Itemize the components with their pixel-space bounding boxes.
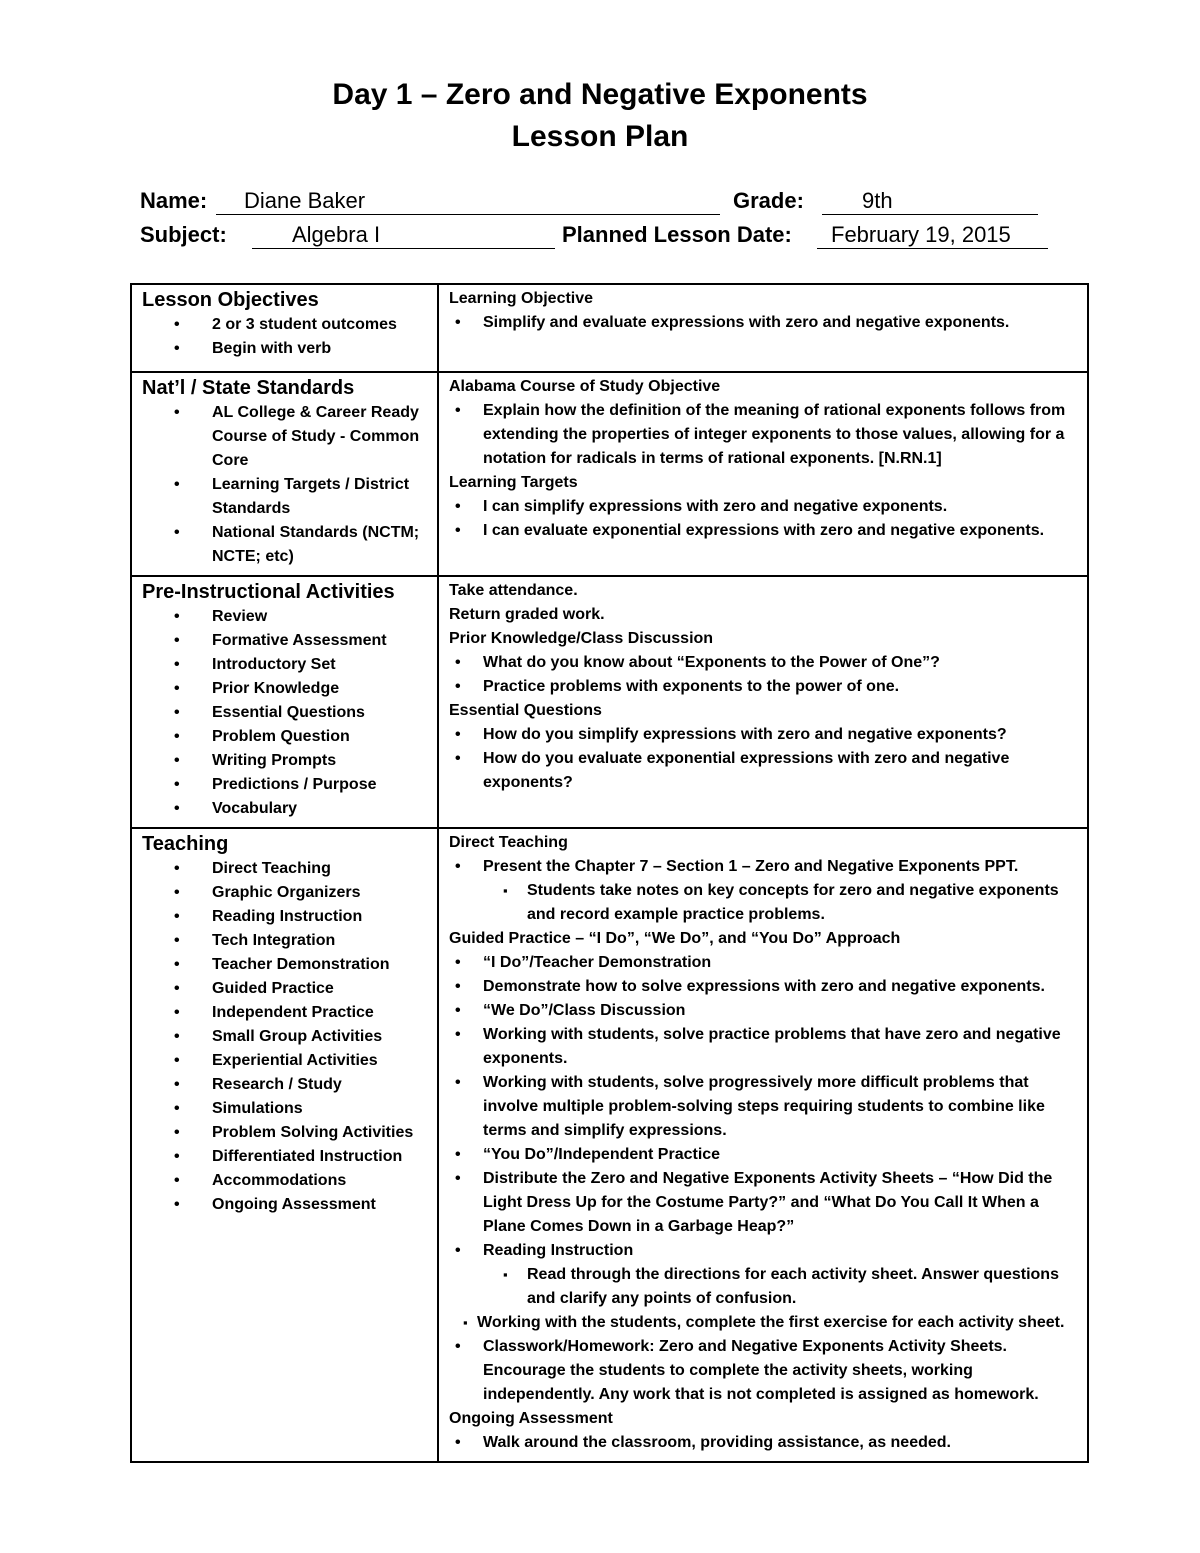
list-item: • Problem Solving Activities [142,1121,429,1145]
list-item: • AL College & Career Ready Course of Study - Common Core [142,401,429,473]
learning-objective-title: Learning Objective [449,290,594,307]
ongoing-assessment-title: Ongoing Assessment [449,1410,613,1427]
prior-knowledge-title: Prior Knowledge/Class Discussion [449,630,714,647]
date-label: Planned Lesson Date: [562,222,792,247]
lesson-title: Day 1 – Zero and Negative Exponents [332,78,868,111]
standards-content-cell [438,372,1088,576]
list-item: • Formative Assessment [142,629,429,653]
list-item: • National Standards (NCTM; NCTE; etc) [142,521,429,569]
list-item: • I can simplify expressions with zero and negative exponents. [449,495,1079,519]
list-item: • Introductory Set [142,653,429,677]
list-item: • Distribute the Zero and Negative Exponents Activity Sheets – “How Did the Light Dress Up for the Costume Party?” and “What Do You Call It When a Plane Comes Down in a Garbage Heap?” [449,1167,1079,1239]
list-item: • What do you know about “Exponents to the Power of One”? [449,651,1079,675]
preinstruction-row [131,576,1088,828]
list-item: • Present the Chapter 7 – Section 1 – Zero and Negative Exponents PPT. [449,855,1079,879]
list-item: • Explain how the definition of the meaning of rational exponents follows from extending the properties of integer exponents to those values, allowing for a notation for radicals in terms of rational exponents. [N.RN.1] [449,399,1079,471]
list-item: • Tech Integration [142,929,429,953]
list-item: • I can evaluate exponential expressions with zero and negative exponents. [449,519,1079,543]
preinstruction-label-cell [131,576,438,828]
objectives-row [131,284,1088,372]
grade-field[interactable]: 9th [822,187,1038,215]
list-item: • Experiential Activities [142,1049,429,1073]
list-item: • Working with students, solve progressively more difficult problems that involve multiple problem-solving steps requiring students to combine like terms and simplify expressions. [449,1071,1079,1143]
subject-field[interactable]: Algebra I [252,221,555,249]
list-item: • Guided Practice [142,977,429,1001]
learning-targets-title: Learning Targets [449,474,578,491]
name-label: Name: [140,188,208,213]
objectives-content-cell [438,284,1088,372]
list-item: ▪ Working with the students, complete the first exercise for each activity sheet. [449,1311,1079,1335]
list-item: • Small Group Activities [142,1025,429,1049]
list-item: • Simplify and evaluate expressions with zero and negative exponents. [449,311,1079,335]
list-item: • Ongoing Assessment [142,1193,429,1217]
teaching-content-cell [438,828,1088,1462]
preinstruction-content-cell [438,576,1088,828]
teaching-heading: Teaching [142,833,229,855]
essential-questions-title: Essential Questions [449,702,602,719]
list-item: • Essential Questions [142,701,429,725]
list-item: • Classwork/Homework: Zero and Negative Exponents Activity Sheets. Encourage the students to complete the activity sheets, working independently. Any work that is not completed is assigned as homework. [449,1335,1079,1407]
alabama-objective-title: Alabama Course of Study Objective [449,378,721,395]
guided-practice-title: Guided Practice – “I Do”, “We Do”, and “You Do” Approach [449,930,901,947]
list-item: • Predictions / Purpose [142,773,429,797]
list-item: ▪ Read through the directions for each activity sheet. Answer questions and clarify any points of confusion. [449,1263,1079,1311]
subject-label: Subject: [140,222,227,247]
list-item: • Prior Knowledge [142,677,429,701]
lesson-subtitle: Lesson Plan [511,120,689,153]
list-item: • Vocabulary [142,797,429,821]
preinstruction-heading: Pre-Instructional Activities [142,581,395,603]
standards-label-cell [131,372,438,576]
grade-label: Grade: [733,188,804,213]
standards-heading: Nat’l / State Standards [142,377,355,399]
list-item: • Direct Teaching [142,857,429,881]
standards-row [131,372,1088,576]
list-item: • Writing Prompts [142,749,429,773]
list-item: ▪ Students take notes on key concepts for zero and negative exponents and record example practice problems. [449,879,1079,927]
name-field[interactable]: Diane Baker [216,187,720,215]
list-item: • “You Do”/Independent Practice [449,1143,1079,1167]
list-item: • Accommodations [142,1169,429,1193]
list-item: • Graphic Organizers [142,881,429,905]
list-item: • Reading Instruction [449,1239,1079,1263]
list-item: • Begin with verb [142,337,429,361]
direct-teaching-title: Direct Teaching [449,834,568,851]
list-item: • 2 or 3 student outcomes [142,313,429,337]
list-item: • Working with students, solve practice problems that have zero and negative exponents. [449,1023,1079,1071]
teaching-label-cell [131,828,438,1462]
graded-work-line: Return graded work. [449,606,605,623]
list-item: • Demonstrate how to solve expressions with zero and negative exponents. [449,975,1079,999]
list-item: • Differentiated Instruction [142,1145,429,1169]
list-item: • Problem Question [142,725,429,749]
list-item: • Review [142,605,429,629]
list-item: • Reading Instruction [142,905,429,929]
list-item: • How do you evaluate exponential expressions with zero and negative exponents? [449,747,1079,795]
attendance-line: Take attendance. [449,582,578,599]
list-item: • “We Do”/Class Discussion [449,999,1079,1023]
objectives-heading: Lesson Objectives [142,289,319,311]
list-item: • Learning Targets / District Standards [142,473,429,521]
list-item: • Independent Practice [142,1001,429,1025]
list-item: • Practice problems with exponents to the power of one. [449,675,1079,699]
list-item: • Simulations [142,1097,429,1121]
lesson-plan-table [130,283,1089,1463]
teaching-row [131,828,1088,1462]
list-item: • Walk around the classroom, providing assistance, as needed. [449,1431,1079,1455]
objectives-label-cell [131,284,438,372]
list-item: • “I Do”/Teacher Demonstration [449,951,1079,975]
list-item: • Research / Study [142,1073,429,1097]
list-item: • Teacher Demonstration [142,953,429,977]
date-field[interactable]: February 19, 2015 [817,221,1048,249]
list-item: • How do you simplify expressions with zero and negative exponents? [449,723,1079,747]
